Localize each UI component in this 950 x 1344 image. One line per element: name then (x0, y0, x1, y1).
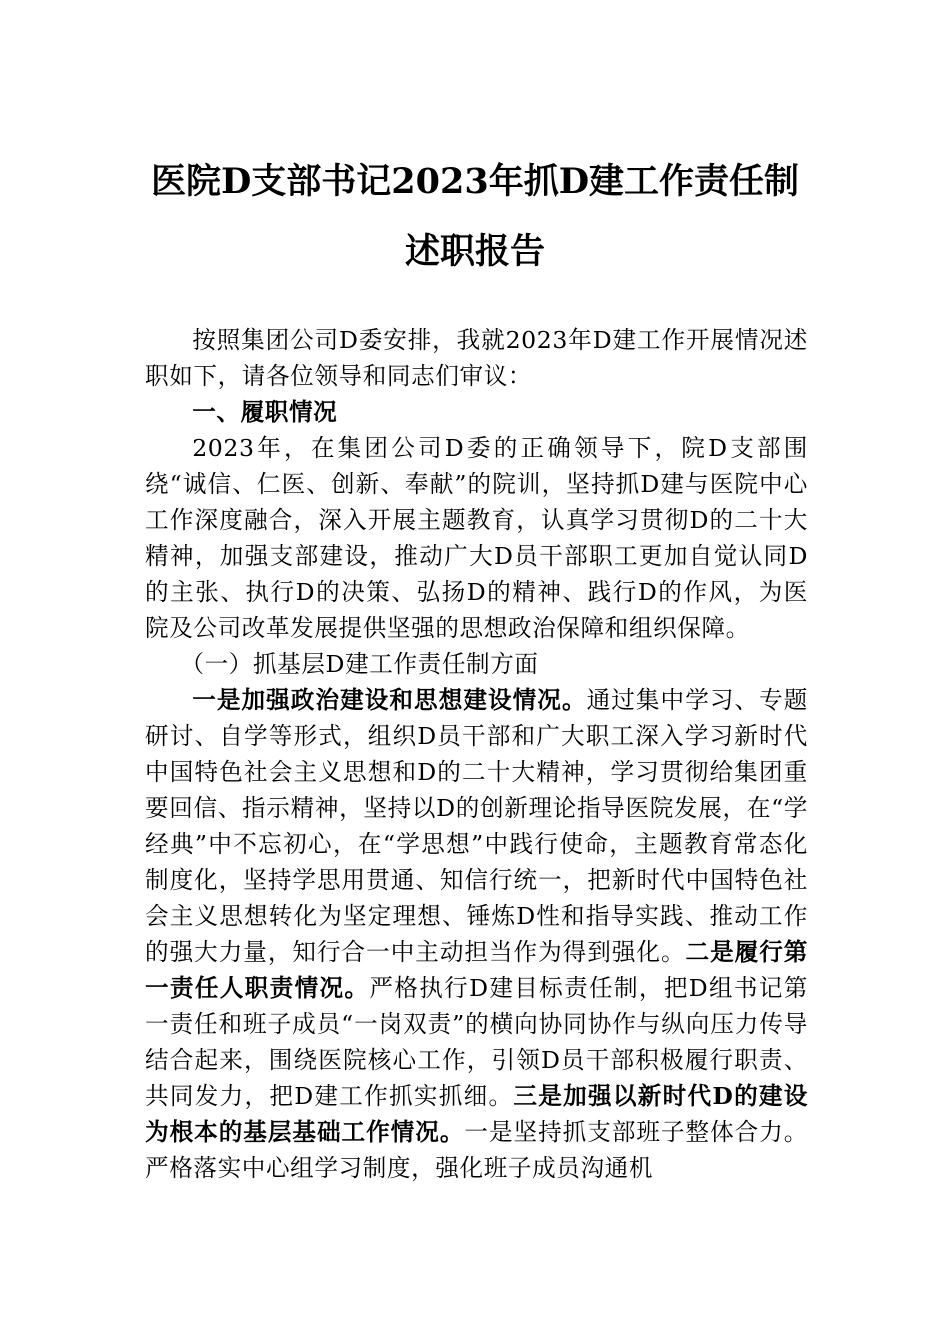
lead-phrase-3: 三是加强以新时代D的建设为根本的基层基础工作情况。 (145, 1082, 808, 1146)
section-paragraph: 2023年，在集团公司D委的正确领导下，院D支部围绕“诚信、仁医、创新、奉献”的院训，坚持抓D建与医院中心工作深度融合，深入开展主题教育，认真学习贯彻D的二十大精神，加强支部建设，推动广大D员干部职工更加自觉认同D的主张、执行D的决策、弘扬D的精神、践行D的作风，为医院及公司改革发展提供坚强的思想政治保障和组织保障。 (145, 434, 808, 642)
paragraph-text-2: 严格执行D建目标责任制，把D组书记第一责任和班子成员“一岗双责”的横向协同协作与纵向压力传导结合起来，围绕医院核心工作，引领D员干部积极履行职责、共同发力，把D建工作抓实抓细。 (145, 974, 808, 1110)
subsection-heading: （一）抓基层D建工作责任制方面 (180, 650, 539, 678)
document-title-line-1: 医院D支部书记2023年抓D建工作责任制 (150, 161, 800, 202)
paragraph-text-3: 一是坚持抓支部班子整体合力。严格落实中心组学习制度，强化班子成员沟通机 (145, 1118, 808, 1182)
section-heading: 一、履职情况 (192, 398, 338, 426)
document-title-line-2: 述职报告 (404, 231, 545, 272)
intro-paragraph: 按照集团公司D委安排，我就2023年D建工作开展情况述职如下，请各位领导和同志们审议： (145, 326, 808, 390)
body-paragraph (145, 682, 808, 1186)
lead-phrase-1: 一是加强政治建设和思想建设情况。 (192, 686, 587, 714)
lead-phrase-2: 二是履行第一责任人职责情况。 (145, 938, 809, 1002)
paragraph-text-1: 通过集中学习、专题研讨、自学等形式，组织D员干部和广大职工深入学习新时代中国特色社会主义思想和D的二十大精神，学习贯彻给集团重要回信、指示精神，坚持以D的创新理论指导医院发展，在“学经典”中不忘初心，在“学思想”中践行使命，主题教育常态化制度化，坚持学思用贯通、知信行统一，把新时代中国特色社会主义思想转化为坚定理想、锤炼D性和指导实践、推动工作的强大力量，知行合一中主动担当作为得到强化。 (145, 686, 808, 966)
document-body (145, 322, 808, 1186)
